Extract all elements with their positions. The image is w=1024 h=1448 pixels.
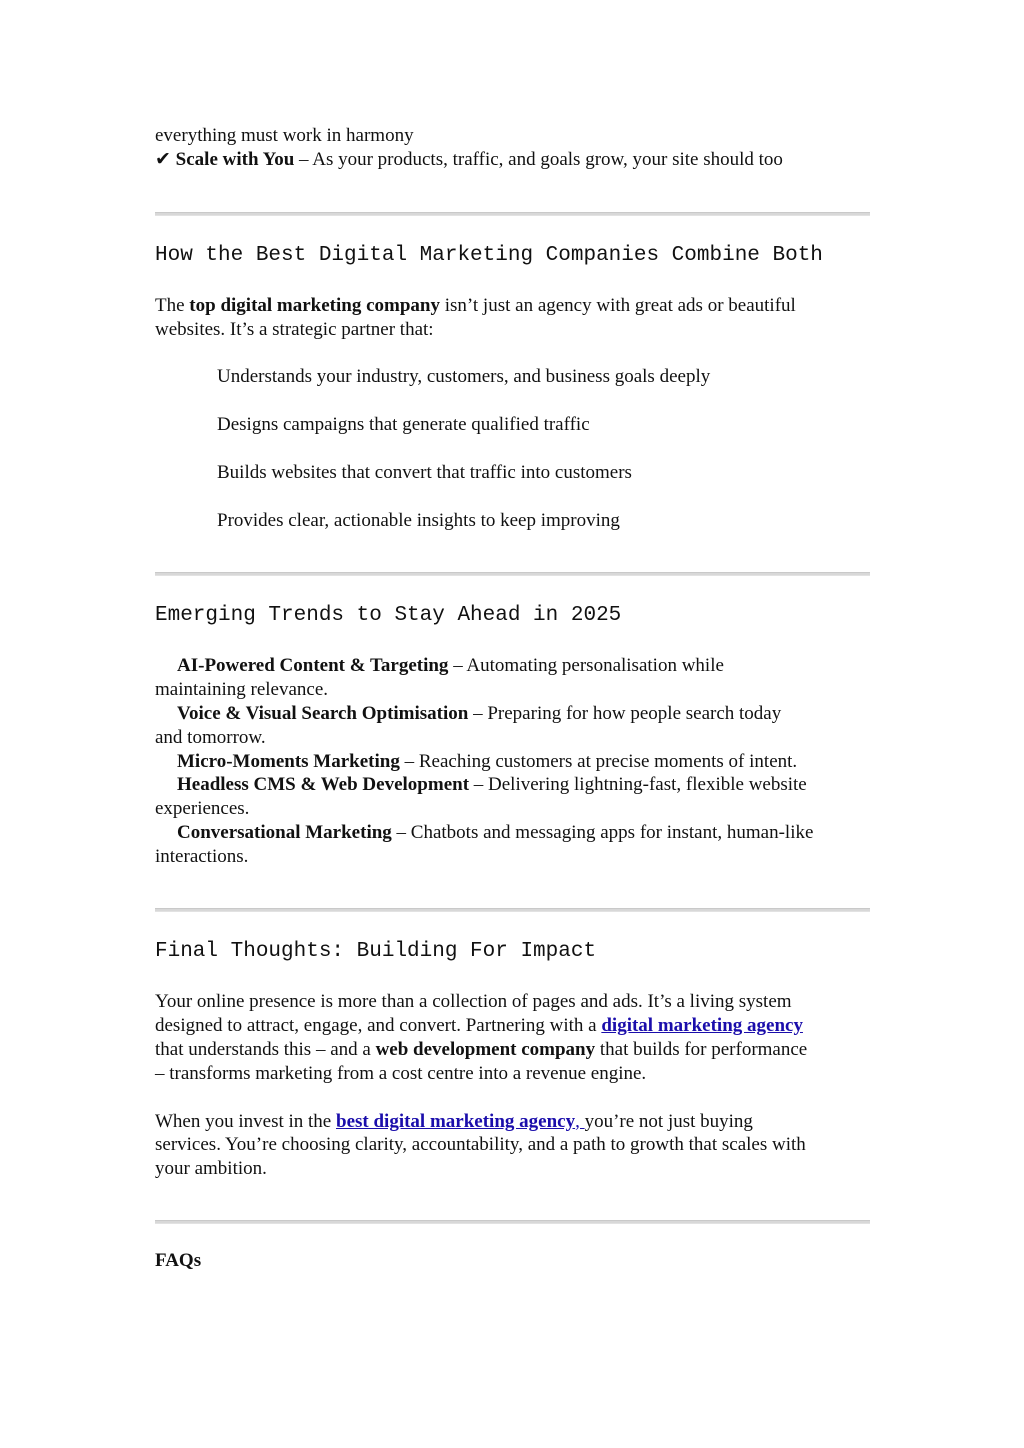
section-divider-2 (155, 572, 870, 576)
trend-item-continuation: maintaining relevance. (155, 679, 329, 700)
trend-item: AI-Powered Content & Targeting – Automating personalisation while (177, 655, 724, 676)
final-paragraph-1-line-3: that understands this – and a web development company that builds for performance (155, 1039, 808, 1060)
scale-with-you-label: Scale with You (175, 149, 295, 170)
final-paragraph-1-line-1: Your online presence is more than a collection of pages and ads. It’s a living system (155, 991, 792, 1012)
final-paragraph-2-line-1: When you invest in the best digital marketing agency, you’re not just buying (155, 1111, 753, 1132)
section1-paragraph-line-2: websites. It’s a strategic partner that: (155, 319, 434, 340)
trend-item: Conversational Marketing – Chatbots and messaging apps for instant, human-like (177, 822, 814, 843)
partner-list-item: Designs campaigns that generate qualified traffic (217, 414, 590, 435)
digital-marketing-agency-link[interactable]: digital marketing agency (601, 1015, 803, 1036)
section-heading-trends: Emerging Trends to Stay Ahead in 2025 (155, 604, 622, 627)
final-paragraph-1-line-4: – transforms marketing from a cost centre into a revenue engine. (155, 1063, 647, 1084)
section-divider-1 (155, 212, 870, 216)
best-digital-marketing-agency-link[interactable]: best digital marketing agency, (336, 1111, 585, 1132)
partner-list-item: Understands your industry, customers, and business goals deeply (217, 366, 711, 387)
trend-item: Headless CMS & Web Development – Delivering lightning-fast, flexible website (177, 774, 807, 795)
section-heading-combine: How the Best Digital Marketing Companies Combine Both (155, 244, 823, 267)
final-paragraph-2-line-3: your ambition. (155, 1158, 267, 1179)
section-divider-3 (155, 908, 870, 912)
check-mark-icon: ✔ (155, 149, 171, 170)
scale-with-you-item: ✔ Scale with You – As your products, traffic, and goals grow, your site should too (155, 149, 783, 170)
trend-item-continuation: experiences. (155, 798, 250, 819)
faqs-heading: FAQs (155, 1250, 202, 1271)
trend-item-continuation: interactions. (155, 846, 249, 867)
intro-line-1: everything must work in harmony (155, 125, 414, 146)
final-paragraph-2-line-2: services. You’re choosing clarity, accountability, and a path to growth that scales with (155, 1134, 806, 1155)
section-divider-4 (155, 1220, 870, 1224)
trend-item: Micro-Moments Marketing – Reaching customers at precise moments of intent. (177, 751, 798, 772)
trend-item-continuation: and tomorrow. (155, 727, 266, 748)
partner-list-item: Builds websites that convert that traffic into customers (217, 462, 632, 483)
trend-item: Voice & Visual Search Optimisation – Preparing for how people search today (177, 703, 782, 724)
section1-paragraph-line-1: The top digital marketing company isn’t just an agency with great ads or beautiful (155, 295, 796, 316)
partner-list-item: Provides clear, actionable insights to keep improving (217, 510, 620, 531)
section-heading-final-thoughts: Final Thoughts: Building For Impact (155, 940, 597, 963)
final-paragraph-1-line-2: designed to attract, engage, and convert. Partnering with a digital marketing agency (155, 1015, 803, 1036)
